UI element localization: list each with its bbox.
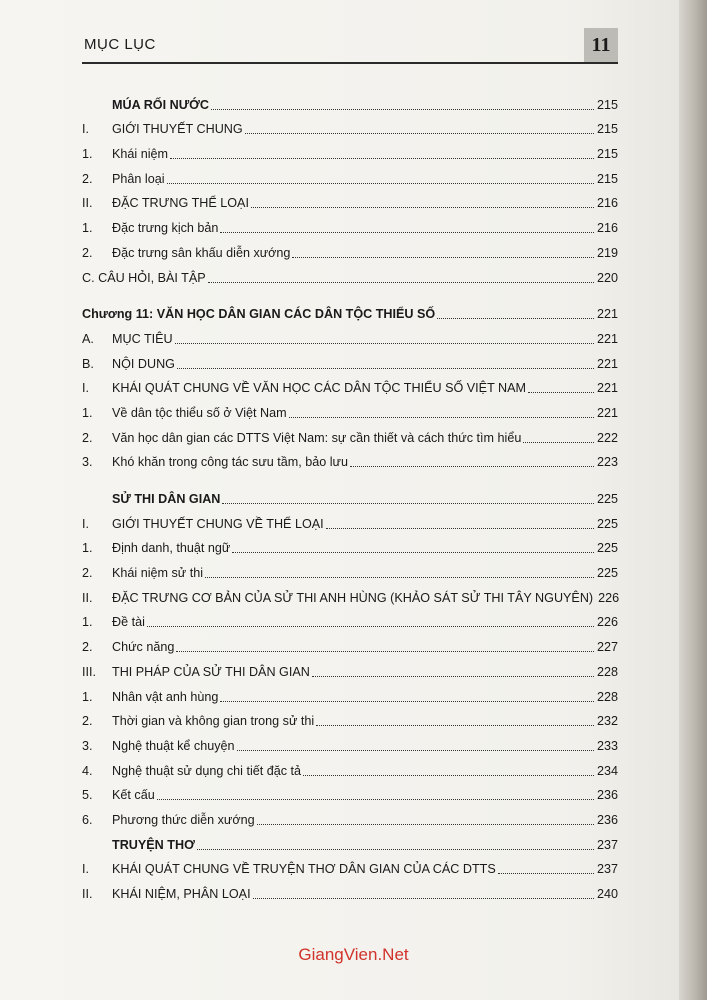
- toc-entry: [82, 828, 618, 853]
- toc-entry-title: ĐẶC TRƯNG THỂ LOẠI: [112, 196, 249, 211]
- toc-entry-page: 237: [596, 837, 618, 852]
- toc-entry-page: 221: [596, 331, 618, 346]
- dot-leader: [253, 897, 594, 899]
- toc-entry-page: 221: [596, 356, 618, 371]
- dot-leader: [316, 724, 594, 726]
- dot-leader: [257, 823, 594, 825]
- toc-entry: [82, 779, 618, 804]
- toc-entry-title: GIỚI THUYẾT CHUNG VỀ THỂ LOẠI: [112, 516, 324, 531]
- dot-leader: [528, 391, 594, 393]
- toc-entry: [82, 556, 618, 581]
- toc-entry-title: Thời gian và không gian trong sử thi: [112, 714, 315, 729]
- toc-entry-page: 225: [596, 516, 618, 531]
- toc-entry-page: 228: [596, 664, 618, 679]
- dot-leader: [245, 132, 594, 134]
- toc-entry-page: 215: [596, 147, 618, 162]
- toc-entry-title: Văn học dân gian các DTTS Việt Nam: sự cần thiết và cách thức tìm hiểu: [112, 430, 522, 445]
- dot-leader: [197, 848, 594, 850]
- toc-entry-page: 215: [596, 171, 618, 186]
- toc-entry-page: 223: [596, 455, 618, 470]
- toc-entry: [82, 298, 618, 323]
- toc-entry-page: 236: [596, 812, 618, 827]
- toc-entry: [82, 606, 618, 631]
- toc-entry: [82, 236, 618, 261]
- toc-entry-title: Phương thức diễn xướng: [112, 812, 255, 827]
- toc-entry-title: C. CÂU HỎI, BÀI TẬP: [82, 270, 206, 285]
- toc-entry-number: II.: [82, 887, 93, 901]
- dot-leader: [176, 650, 594, 652]
- dot-leader: [220, 231, 594, 233]
- toc-entry-number: 3.: [82, 738, 93, 753]
- toc-entry: [82, 680, 618, 705]
- toc-entry-title: KHÁI QUÁT CHUNG VỀ TRUYỆN THƠ DÂN GIAN CỦA CÁC DTTS: [112, 862, 496, 877]
- toc-entry-title: Phân loại: [112, 171, 165, 186]
- dot-leader: [437, 317, 594, 319]
- toc-entry: [82, 532, 618, 557]
- toc-entry: [82, 482, 618, 507]
- toc-entry: [82, 507, 618, 532]
- toc-entry-page: 240: [596, 887, 618, 901]
- watermark: GiangVien.Net: [298, 945, 409, 964]
- toc-entry: [82, 162, 618, 187]
- table-of-contents: [82, 88, 618, 902]
- toc-entry: [82, 137, 618, 162]
- toc-entry-number: 2.: [82, 171, 93, 186]
- toc-entry-page: 228: [596, 689, 618, 704]
- dot-leader: [251, 206, 594, 208]
- toc-entry: [82, 853, 618, 878]
- toc-entry: [82, 754, 618, 779]
- toc-entry-title: Kết cấu: [112, 788, 155, 803]
- toc-entry-title: NỘI DUNG: [112, 356, 175, 371]
- toc-entry: [82, 705, 618, 730]
- toc-entry-title: Khái niệm: [112, 147, 169, 162]
- toc-entry-title: Chức năng: [112, 640, 175, 655]
- toc-entry-page: 234: [596, 763, 618, 778]
- toc-entry-number: 5.: [82, 788, 93, 803]
- toc-entry-page: 225: [596, 492, 618, 506]
- dot-leader: [147, 625, 594, 627]
- dot-leader: [205, 576, 594, 578]
- book-spine: [679, 0, 707, 1000]
- toc-entry: [82, 211, 618, 236]
- toc-entry-title: MỤC TIÊU: [112, 331, 173, 346]
- toc-entry: [82, 446, 618, 471]
- toc-entry: [82, 803, 618, 828]
- toc-entry: [82, 877, 618, 902]
- dot-leader: [289, 416, 594, 418]
- dot-leader: [170, 157, 594, 159]
- dot-leader: [523, 441, 594, 443]
- dot-leader: [211, 108, 594, 110]
- toc-entry-title: Đặc trưng sân khấu diễn xướng: [112, 245, 291, 260]
- toc-entry-number: 1.: [82, 541, 93, 556]
- toc-entry-page: 216: [596, 196, 618, 211]
- toc-entry-page: 225: [596, 541, 618, 556]
- dot-leader: [237, 749, 594, 751]
- toc-entry-page: 221: [596, 307, 618, 322]
- toc-entry: [82, 113, 618, 138]
- toc-entry-page: 225: [596, 566, 618, 581]
- dot-leader: [222, 502, 594, 504]
- toc-entry-number: 1.: [82, 405, 93, 420]
- toc-entry: [82, 322, 618, 347]
- header-title: MỤC LỤC: [84, 36, 156, 53]
- dot-leader: [157, 798, 594, 800]
- toc-entry-number: 2.: [82, 566, 93, 581]
- toc-entry-title: Khái niệm sử thi: [112, 566, 204, 581]
- toc-entry-title: Về dân tộc thiểu số ở Việt Nam: [112, 405, 287, 420]
- toc-entry-number: 1.: [82, 615, 93, 630]
- toc-entry-page: 232: [596, 714, 618, 729]
- toc-entry-page: 220: [596, 270, 618, 285]
- toc-entry-title: SỬ THI DÂN GIAN: [112, 492, 221, 506]
- dot-leader: [208, 281, 594, 283]
- toc-entry: [82, 655, 618, 680]
- dot-leader: [350, 465, 594, 467]
- toc-entry: [82, 581, 618, 606]
- toc-entry-number: 2.: [82, 640, 93, 655]
- toc-entry-title: MÚA RỐI NƯỚC: [112, 97, 209, 112]
- toc-entry-number: I.: [82, 862, 89, 877]
- toc-entry-number: B.: [82, 356, 94, 371]
- toc-entry-number: I.: [82, 381, 89, 396]
- dot-leader: [167, 182, 594, 184]
- toc-entry-number: 1.: [82, 147, 93, 162]
- toc-entry-title: Chương 11: VĂN HỌC DÂN GIAN CÁC DÂN TỘC THIỂU SỐ: [82, 307, 436, 322]
- toc-entry-page: 222: [596, 430, 618, 445]
- toc-entry-title: GIỚI THUYẾT CHUNG: [112, 122, 243, 137]
- toc-entry-number: 2.: [82, 430, 93, 445]
- toc-entry-page: 226: [598, 590, 620, 605]
- toc-entry-page: 236: [596, 788, 618, 803]
- toc-entry-number: A.: [82, 331, 94, 346]
- toc-entry: [82, 347, 618, 372]
- toc-entry-number: I.: [82, 122, 89, 137]
- toc-entry-page: 227: [596, 640, 618, 655]
- toc-entry-number: 1.: [82, 689, 93, 704]
- dot-leader: [292, 256, 594, 258]
- toc-entry-title: Khó khăn trong công tác sưu tầm, bảo lưu: [112, 455, 348, 470]
- dot-leader: [498, 872, 594, 874]
- toc-entry: [82, 261, 618, 286]
- toc-entry-page: 237: [596, 862, 618, 877]
- toc-entry-number: II.: [82, 590, 93, 605]
- toc-entry-title: Định danh, thuật ngữ: [112, 541, 231, 556]
- toc-entry: [82, 421, 618, 446]
- dot-leader: [303, 774, 594, 776]
- toc-entry: [82, 729, 618, 754]
- toc-entry-title: KHÁI NIỆM, PHÂN LOẠI: [112, 887, 251, 901]
- dot-leader: [220, 700, 594, 702]
- toc-entry: [82, 396, 618, 421]
- toc-entry-page: 221: [596, 405, 618, 420]
- toc-entry-number: I.: [82, 516, 89, 531]
- toc-entry-number: 3.: [82, 455, 93, 470]
- toc-entry-page: 226: [596, 615, 618, 630]
- toc-entry-title: THI PHÁP CỦA SỬ THI DÂN GIAN: [112, 664, 310, 679]
- toc-entry-number: III.: [82, 664, 96, 679]
- dot-leader: [175, 342, 594, 344]
- toc-entry-title: Đề tài: [112, 615, 145, 630]
- page-number: 11: [584, 28, 618, 62]
- toc-entry-title: Nhân vật anh hùng: [112, 689, 219, 704]
- dot-leader: [312, 675, 594, 677]
- toc-entry: [82, 372, 618, 397]
- toc-entry-title: KHÁI QUÁT CHUNG VỀ VĂN HỌC CÁC DÂN TỘC THIỂU SỐ VIỆT NAM: [112, 381, 527, 396]
- toc-entry-number: 4.: [82, 763, 93, 778]
- toc-entry-page: 215: [596, 122, 618, 137]
- toc-entry-number: 1.: [82, 221, 93, 236]
- dot-leader: [232, 551, 594, 553]
- dot-leader: [326, 527, 594, 529]
- toc-entry-page: 216: [596, 221, 618, 236]
- toc-entry-number: 6.: [82, 812, 93, 827]
- toc-entry-title: TRUYỆN THƠ: [112, 837, 195, 852]
- toc-entry: [82, 187, 618, 212]
- toc-entry: [82, 88, 618, 113]
- toc-entry-page: 233: [596, 738, 618, 753]
- toc-entry-number: 2.: [82, 714, 93, 729]
- toc-entry-title: Nghệ thuật kể chuyện: [112, 738, 235, 753]
- toc-entry-title: Nghệ thuật sử dụng chi tiết đặc tả: [112, 763, 302, 778]
- toc-entry-page: 215: [596, 97, 618, 112]
- toc-entry-page: 221: [596, 381, 618, 396]
- toc-entry-number: 2.: [82, 245, 93, 260]
- page-header: [82, 28, 618, 64]
- dot-leader: [177, 367, 594, 369]
- toc-entry-page: 219: [596, 245, 618, 260]
- toc-entry: [82, 630, 618, 655]
- toc-entry-number: II.: [82, 196, 93, 211]
- toc-entry-title: Đặc trưng kịch bản: [112, 221, 219, 236]
- toc-entry-title: ĐẶC TRƯNG CƠ BẢN CỦA SỬ THI ANH HÙNG (KHẢO SÁT SỬ THI TÂY NGUYÊN): [112, 590, 594, 605]
